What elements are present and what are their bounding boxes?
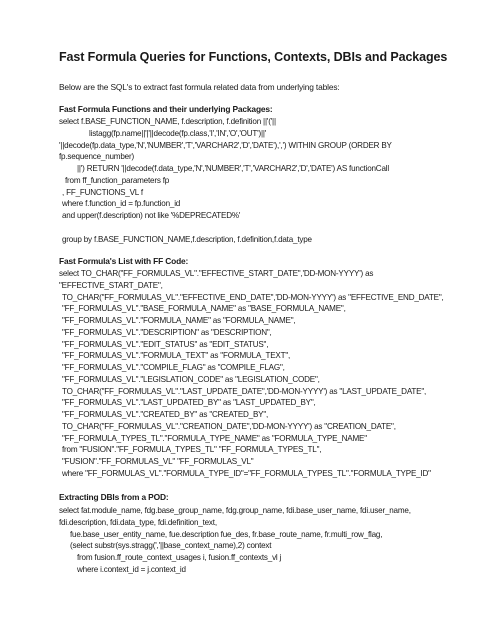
sql-line: "FF_FORMULAS_VL"."LAST_UPDATED_BY" as "LAST_UPDATED_BY", (62, 398, 316, 408)
sql-line: fdi.description, fdi.data_type, fdi.definition_text, (59, 517, 217, 527)
section-heading-functions: Fast Formula Functions and their underlying Packages: (59, 104, 273, 114)
sql-line: "FF_FORMULAS_VL"."FORMULA_TEXT" as "FORMULA_TEXT", (62, 351, 291, 361)
sql-line: select fat.module_name, fdg.base_group_name, fdg.group_name, fdi.base_user_name, fdi.user_name, (59, 506, 411, 515)
sql-line: fp.sequence_number) (59, 152, 134, 162)
sql-line: TO_CHAR("FF_FORMULAS_VL"."LAST_UPDATE_DATE",'DD-MON-YYYY') as "LAST_UPDATE_DATE", (62, 386, 427, 396)
sql-line: where i.context_id = j.context_id (77, 564, 186, 574)
sql-line: where f.function_id = fp.function_id (62, 199, 181, 209)
sql-line: "FF_FORMULAS_VL"."BASE_FORMULA_NAME" as "BASE_FORMULA_NAME", (62, 304, 346, 314)
sql-block-ff-list (59, 268, 444, 480)
sql-line: from ff_function_parameters fp (65, 175, 170, 185)
sql-line: , FF_FUNCTIONS_VL f (62, 187, 143, 197)
sql-line: from "FUSION"."FF_FORMULA_TYPES_TL" "FF_FORMULA_TYPES_TL", (62, 445, 322, 455)
sql-line: "FF_FORMULAS_VL"."DESCRIPTION" as "DESCRIPTION", (62, 327, 272, 337)
sql-line: (select substr(sys.stragg(','||base_context_name),2) context (70, 541, 272, 551)
sql-line: "FF_FORMULAS_VL"."FORMULA_NAME" as "FORMULA_NAME", (62, 316, 296, 325)
sql-line: TO_CHAR("FF_FORMULAS_VL"."CREATION_DATE",'DD-MON-YYYY') as "CREATION_DATE", (62, 421, 396, 431)
sql-line: select TO_CHAR("FF_FORMULAS_VL"."EFFECTIVE_START_DATE",'DD-MON-YYYY') as (59, 269, 374, 278)
sql-line: "EFFECTIVE_START_DATE", (59, 280, 163, 290)
sql-line: listagg(fp.name||'|'||decode(fp.class,'I','IN','O','OUT')||' (89, 128, 267, 138)
sql-line: where "FF_FORMULAS_VL"."FORMULA_TYPE_ID"="FF_FORMULA_TYPES_TL"."FORMULA_TYPE_ID" (62, 468, 431, 478)
sql-line: and upper(f.description) not like '%DEPRECATED%' (62, 211, 241, 220)
sql-line: select f.BASE_FUNCTION_NAME, f.description, f.definition ||'('|| (59, 117, 276, 126)
intro-paragraph: Below are the SQL's to extract fast formula related data from underlying tables: (59, 82, 340, 92)
sql-line: fue.base_user_entity_name, fue.description fue_des, fr.base_route_name, fr.multi_row_flag, (70, 529, 383, 539)
sql-block-functions (59, 116, 392, 245)
sql-line: "FF_FORMULAS_VL"."LEGISLATION_CODE" as "LEGISLATION_CODE", (62, 374, 320, 384)
page-title: Fast Formula Queries for Functions, Contexts, DBIs and Packages (59, 50, 448, 64)
sql-line: TO_CHAR("FF_FORMULAS_VL"."EFFECTIVE_END_DATE",'DD-MON-YYYY') as "EFFECTIVE_END_DATE", (62, 292, 444, 302)
sql-line: "FF_FORMULA_TYPES_TL"."FORMULA_TYPE_NAME" as "FORMULA_TYPE_NAME" (62, 433, 367, 443)
sql-line: "FUSION"."FF_FORMULAS_VL" "FF_FORMULAS_VL" (62, 457, 254, 466)
sql-line: '||decode(fp.data_type,'N','NUMBER','T','VARCHAR2','D','DATE'),',') WITHIN GROUP (ORDER BY (59, 140, 392, 150)
sql-line: "FF_FORMULAS_VL"."COMPILE_FLAG" as "COMPILE_FLAG", (62, 363, 285, 372)
sql-line: "FF_FORMULAS_VL"."CREATED_BY" as "CREATED_BY", (62, 410, 269, 419)
section-heading-ff-list: Fast Formula's List with FF Code: (59, 256, 189, 266)
sql-line: "FF_FORMULAS_VL"."EDIT_STATUS" as "EDIT_STATUS", (62, 339, 269, 349)
sql-line: from fusion.ff_route_context_usages i, fusion.ff_contexts_vl j (77, 553, 282, 562)
sql-block-dbis (59, 505, 411, 576)
sql-line: group by f.BASE_FUNCTION_NAME,f.description, f.definition,f.data_type (62, 234, 312, 244)
sql-line (59, 222, 392, 234)
sql-line: ||') RETURN '||decode(f.data_type,'N','NUMBER','T','VARCHAR2','D','DATE') AS functionCall (77, 164, 389, 173)
section-heading-dbis: Extracting DBIs from a POD: (59, 492, 169, 502)
